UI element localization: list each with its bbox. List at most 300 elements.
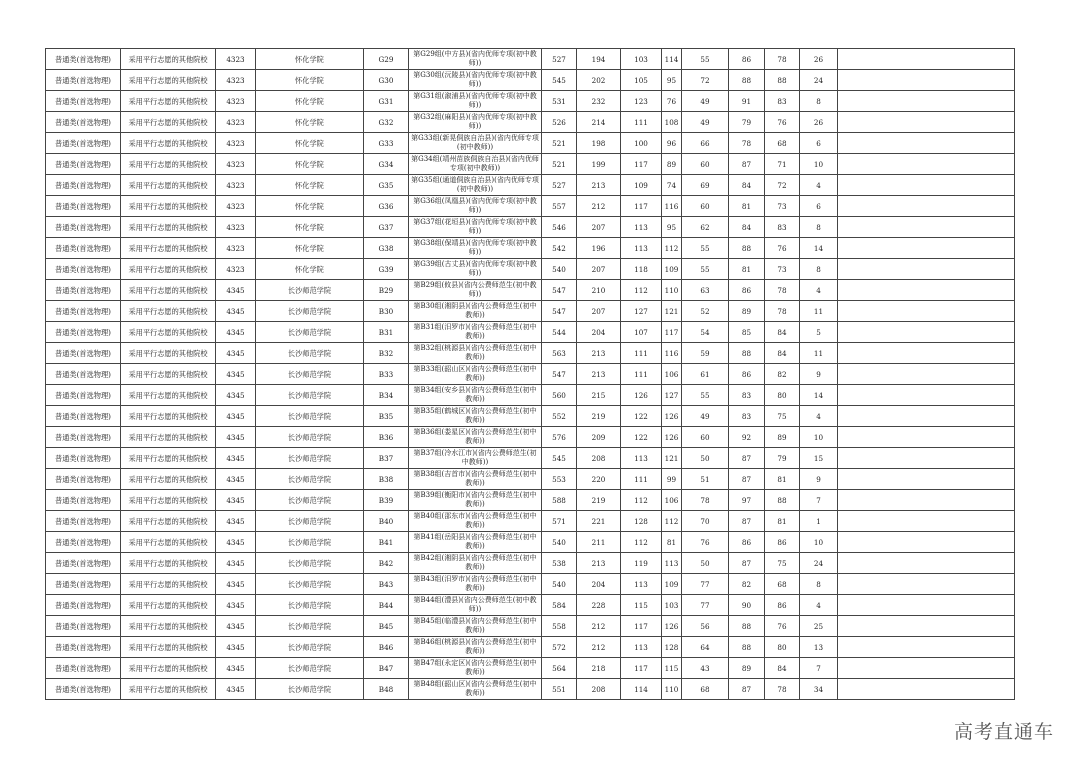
cell-subject-score-4: 66 [682,133,729,154]
cell-batch-type: 采用平行志愿的其他院校 [121,238,216,259]
cell-group-code: B30 [364,301,409,322]
cell-group-code: B44 [364,595,409,616]
cell-subject-score-2: 113 [621,217,662,238]
cell-subject-score-2: 123 [621,91,662,112]
cell-subject-score-6: 79 [765,448,800,469]
cell-group-name: 第B45组(临澧县)(省内公费师范生(初中教师)) [409,616,542,637]
cell-group-code: G30 [364,70,409,91]
cell-subject-score-5: 87 [729,553,765,574]
cell-subject-score-4: 70 [682,511,729,532]
cell-category: 普通类(首选物理) [46,175,121,196]
cell-subject-score-2: 112 [621,280,662,301]
table-row [46,259,1015,280]
cell-extra [838,469,1015,490]
cell-total-score: 547 [542,301,577,322]
cell-group-name: 第B37组(冷水江市)(省内公费师范生(初中教师)) [409,448,542,469]
cell-group-name: 第G37组(花垣县)(省内优师专项(初中教师)) [409,217,542,238]
cell-batch-type: 采用平行志愿的其他院校 [121,322,216,343]
cell-school-code: 4345 [216,301,256,322]
cell-subject-score-1: 210 [577,280,621,301]
cell-group-code: B41 [364,532,409,553]
cell-extra [838,616,1015,637]
cell-school-name: 长沙师范学院 [256,280,364,301]
cell-rank-count: 13 [800,637,838,658]
cell-subject-score-4: 55 [682,49,729,70]
cell-group-name: 第B44组(澧县)(省内公费师范生(初中教师)) [409,595,542,616]
cell-category: 普通类(首选物理) [46,679,121,700]
cell-subject-score-5: 87 [729,511,765,532]
cell-group-code: B46 [364,637,409,658]
cell-school-code: 4323 [216,154,256,175]
cell-group-name: 第B48组(韶山区)(省内公费师范生(初中教师)) [409,679,542,700]
cell-rank-count: 8 [800,217,838,238]
cell-extra [838,196,1015,217]
table-row [46,322,1015,343]
cell-category: 普通类(首选物理) [46,301,121,322]
cell-school-code: 4345 [216,469,256,490]
cell-batch-type: 采用平行志愿的其他院校 [121,91,216,112]
cell-subject-score-1: 218 [577,658,621,679]
cell-group-name: 第G33组(新晃侗族自治县)(省内优师专项(初中教师)) [409,133,542,154]
cell-subject-score-1: 221 [577,511,621,532]
cell-batch-type: 采用平行志愿的其他院校 [121,658,216,679]
cell-subject-score-1: 220 [577,469,621,490]
cell-subject-score-1: 208 [577,448,621,469]
cell-rank-count: 26 [800,112,838,133]
cell-extra [838,679,1015,700]
cell-school-name: 长沙师范学院 [256,385,364,406]
cell-total-score: 571 [542,511,577,532]
cell-rank-count: 5 [800,322,838,343]
cell-batch-type: 采用平行志愿的其他院校 [121,532,216,553]
cell-extra [838,490,1015,511]
cell-category: 普通类(首选物理) [46,343,121,364]
cell-subject-score-6: 78 [765,49,800,70]
cell-group-code: B38 [364,469,409,490]
cell-subject-score-5: 87 [729,679,765,700]
cell-school-code: 4345 [216,343,256,364]
cell-subject-score-4: 63 [682,280,729,301]
table-row [46,679,1015,700]
cell-school-name: 长沙师范学院 [256,574,364,595]
table-row [46,616,1015,637]
table-row [46,91,1015,112]
cell-subject-score-5: 86 [729,364,765,385]
cell-subject-score-3: 106 [662,364,682,385]
cell-batch-type: 采用平行志愿的其他院校 [121,637,216,658]
cell-school-code: 4345 [216,322,256,343]
cell-school-name: 长沙师范学院 [256,616,364,637]
cell-extra [838,259,1015,280]
cell-subject-score-4: 72 [682,70,729,91]
cell-rank-count: 7 [800,490,838,511]
cell-subject-score-2: 114 [621,679,662,700]
cell-group-code: G38 [364,238,409,259]
table-row [46,133,1015,154]
cell-rank-count: 9 [800,364,838,385]
cell-extra [838,385,1015,406]
cell-rank-count: 10 [800,532,838,553]
cell-group-code: B45 [364,616,409,637]
cell-subject-score-6: 76 [765,238,800,259]
cell-subject-score-5: 97 [729,490,765,511]
cell-subject-score-1: 208 [577,679,621,700]
cell-subject-score-2: 103 [621,49,662,70]
cell-subject-score-3: 128 [662,637,682,658]
cell-subject-score-4: 60 [682,196,729,217]
cell-subject-score-2: 107 [621,322,662,343]
cell-group-code: G31 [364,91,409,112]
table-row [46,637,1015,658]
cell-category: 普通类(首选物理) [46,133,121,154]
cell-subject-score-1: 212 [577,616,621,637]
cell-group-name: 第G30组(沅陵县)(省内优师专项(初中教师)) [409,70,542,91]
cell-subject-score-3: 108 [662,112,682,133]
cell-school-name: 长沙师范学院 [256,532,364,553]
cell-subject-score-5: 83 [729,406,765,427]
cell-batch-type: 采用平行志愿的其他院校 [121,133,216,154]
table-row [46,490,1015,511]
cell-group-code: B32 [364,343,409,364]
cell-school-code: 4345 [216,385,256,406]
cell-total-score: 557 [542,196,577,217]
cell-subject-score-5: 81 [729,259,765,280]
cell-subject-score-6: 82 [765,364,800,385]
cell-subject-score-5: 89 [729,658,765,679]
cell-category: 普通类(首选物理) [46,616,121,637]
cell-subject-score-3: 126 [662,427,682,448]
cell-subject-score-2: 111 [621,112,662,133]
cell-school-name: 怀化学院 [256,217,364,238]
cell-group-name: 第B38组(吉首市)(省内公费师范生(初中教师)) [409,469,542,490]
cell-rank-count: 34 [800,679,838,700]
cell-total-score: 521 [542,133,577,154]
cell-group-name: 第B34组(安乡县)(省内公费师范生(初中教师)) [409,385,542,406]
cell-total-score: 547 [542,280,577,301]
cell-subject-score-5: 86 [729,532,765,553]
cell-subject-score-1: 202 [577,70,621,91]
cell-subject-score-1: 212 [577,196,621,217]
cell-category: 普通类(首选物理) [46,259,121,280]
cell-batch-type: 采用平行志愿的其他院校 [121,616,216,637]
cell-subject-score-3: 110 [662,280,682,301]
cell-rank-count: 8 [800,259,838,280]
cell-subject-score-3: 81 [662,532,682,553]
cell-group-name: 第B46组(桃源县)(省内公费师范生(初中教师)) [409,637,542,658]
cell-group-name: 第G32组(麻阳县)(省内优师专项(初中教师)) [409,112,542,133]
cell-school-code: 4323 [216,175,256,196]
cell-batch-type: 采用平行志愿的其他院校 [121,364,216,385]
cell-school-code: 4323 [216,70,256,91]
cell-school-name: 怀化学院 [256,133,364,154]
cell-subject-score-1: 198 [577,133,621,154]
cell-extra [838,595,1015,616]
cell-subject-score-3: 116 [662,343,682,364]
cell-subject-score-1: 213 [577,553,621,574]
cell-rank-count: 10 [800,427,838,448]
cell-batch-type: 采用平行志愿的其他院校 [121,679,216,700]
cell-subject-score-2: 112 [621,532,662,553]
cell-rank-count: 6 [800,133,838,154]
cell-extra [838,427,1015,448]
cell-group-code: G36 [364,196,409,217]
cell-subject-score-1: 212 [577,637,621,658]
cell-subject-score-4: 61 [682,364,729,385]
cell-subject-score-3: 106 [662,490,682,511]
cell-subject-score-5: 84 [729,217,765,238]
table-row [46,406,1015,427]
cell-school-name: 长沙师范学院 [256,595,364,616]
cell-subject-score-6: 89 [765,427,800,448]
cell-group-code: B42 [364,553,409,574]
cell-category: 普通类(首选物理) [46,364,121,385]
cell-category: 普通类(首选物理) [46,322,121,343]
cell-subject-score-4: 54 [682,322,729,343]
cell-group-name: 第G31组(溆浦县)(省内优师专项(初中教师)) [409,91,542,112]
cell-group-name: 第B29组(攸县)(省内公费师范生(初中教师)) [409,280,542,301]
cell-total-score: 540 [542,532,577,553]
cell-total-score: 560 [542,385,577,406]
cell-school-code: 4345 [216,574,256,595]
cell-subject-score-6: 83 [765,217,800,238]
cell-category: 普通类(首选物理) [46,469,121,490]
cell-subject-score-6: 80 [765,385,800,406]
cell-school-name: 长沙师范学院 [256,658,364,679]
cell-subject-score-6: 81 [765,469,800,490]
cell-group-code: B35 [364,406,409,427]
cell-batch-type: 采用平行志愿的其他院校 [121,553,216,574]
cell-subject-score-1: 199 [577,154,621,175]
cell-total-score: 572 [542,637,577,658]
cell-category: 普通类(首选物理) [46,574,121,595]
table-row [46,448,1015,469]
cell-school-code: 4345 [216,406,256,427]
cell-group-name: 第B39组(衡阳市)(省内公费师范生(初中教师)) [409,490,542,511]
cell-subject-score-2: 118 [621,259,662,280]
cell-total-score: 540 [542,574,577,595]
admission-score-table [45,48,1015,700]
cell-subject-score-6: 72 [765,175,800,196]
cell-subject-score-6: 76 [765,616,800,637]
cell-group-name: 第B40组(邵东市)(省内公费师范生(初中教师)) [409,511,542,532]
cell-total-score: 538 [542,553,577,574]
cell-subject-score-6: 88 [765,70,800,91]
cell-total-score: 526 [542,112,577,133]
cell-extra [838,91,1015,112]
cell-subject-score-4: 52 [682,301,729,322]
cell-total-score: 531 [542,91,577,112]
cell-subject-score-2: 117 [621,154,662,175]
cell-extra [838,343,1015,364]
cell-group-code: G35 [364,175,409,196]
cell-extra [838,217,1015,238]
cell-batch-type: 采用平行志愿的其他院校 [121,385,216,406]
cell-subject-score-4: 78 [682,490,729,511]
cell-subject-score-2: 113 [621,238,662,259]
cell-subject-score-5: 88 [729,238,765,259]
cell-subject-score-6: 84 [765,322,800,343]
cell-subject-score-6: 75 [765,553,800,574]
cell-rank-count: 25 [800,616,838,637]
table-row [46,154,1015,175]
cell-batch-type: 采用平行志愿的其他院校 [121,301,216,322]
cell-subject-score-4: 55 [682,238,729,259]
cell-subject-score-3: 99 [662,469,682,490]
cell-subject-score-2: 127 [621,301,662,322]
cell-rank-count: 15 [800,448,838,469]
cell-group-name: 第B32组(桃源县)(省内公费师范生(初中教师)) [409,343,542,364]
cell-subject-score-3: 126 [662,616,682,637]
cell-subject-score-3: 74 [662,175,682,196]
cell-subject-score-2: 126 [621,385,662,406]
cell-category: 普通类(首选物理) [46,490,121,511]
table-row [46,217,1015,238]
cell-total-score: 521 [542,154,577,175]
cell-rank-count: 4 [800,280,838,301]
cell-subject-score-5: 91 [729,91,765,112]
cell-extra [838,658,1015,679]
cell-subject-score-4: 76 [682,532,729,553]
cell-total-score: 553 [542,469,577,490]
cell-rank-count: 8 [800,574,838,595]
cell-category: 普通类(首选物理) [46,196,121,217]
cell-total-score: 544 [542,322,577,343]
cell-group-code: B48 [364,679,409,700]
cell-batch-type: 采用平行志愿的其他院校 [121,406,216,427]
cell-school-code: 4323 [216,196,256,217]
cell-group-code: G29 [364,49,409,70]
cell-subject-score-2: 122 [621,406,662,427]
cell-subject-score-4: 64 [682,637,729,658]
table-row [46,532,1015,553]
cell-total-score: 540 [542,259,577,280]
table-row [46,658,1015,679]
cell-total-score: 563 [542,343,577,364]
cell-batch-type: 采用平行志愿的其他院校 [121,217,216,238]
cell-subject-score-6: 68 [765,574,800,595]
cell-subject-score-1: 219 [577,490,621,511]
cell-subject-score-5: 88 [729,70,765,91]
cell-school-name: 长沙师范学院 [256,343,364,364]
cell-subject-score-5: 88 [729,343,765,364]
cell-total-score: 551 [542,679,577,700]
table-row [46,175,1015,196]
cell-subject-score-1: 219 [577,406,621,427]
cell-subject-score-2: 111 [621,364,662,385]
cell-extra [838,154,1015,175]
cell-subject-score-1: 211 [577,532,621,553]
cell-school-name: 怀化学院 [256,238,364,259]
cell-group-code: B47 [364,658,409,679]
cell-subject-score-2: 113 [621,574,662,595]
cell-school-code: 4345 [216,658,256,679]
cell-subject-score-4: 50 [682,553,729,574]
cell-rank-count: 24 [800,553,838,574]
cell-total-score: 545 [542,448,577,469]
cell-subject-score-4: 55 [682,385,729,406]
cell-subject-score-3: 121 [662,448,682,469]
cell-subject-score-3: 76 [662,91,682,112]
cell-subject-score-4: 49 [682,112,729,133]
cell-total-score: 527 [542,49,577,70]
cell-extra [838,301,1015,322]
cell-rank-count: 26 [800,49,838,70]
cell-subject-score-3: 109 [662,259,682,280]
cell-group-name: 第G29组(中方县)(省内优师专项(初中教师)) [409,49,542,70]
cell-subject-score-1: 232 [577,91,621,112]
cell-group-name: 第G35组(通道侗族自治县)(省内优师专项(初中教师)) [409,175,542,196]
cell-category: 普通类(首选物理) [46,595,121,616]
cell-subject-score-4: 55 [682,259,729,280]
cell-subject-score-4: 68 [682,679,729,700]
cell-subject-score-6: 88 [765,490,800,511]
cell-school-name: 怀化学院 [256,112,364,133]
cell-subject-score-6: 68 [765,133,800,154]
cell-category: 普通类(首选物理) [46,553,121,574]
cell-batch-type: 采用平行志愿的其他院校 [121,595,216,616]
cell-subject-score-6: 73 [765,259,800,280]
table-row [46,301,1015,322]
cell-school-name: 长沙师范学院 [256,637,364,658]
table-row [46,343,1015,364]
cell-subject-score-6: 81 [765,511,800,532]
cell-subject-score-4: 60 [682,154,729,175]
cell-rank-count: 14 [800,385,838,406]
cell-group-name: 第G38组(保靖县)(省内优师专项(初中教师)) [409,238,542,259]
cell-subject-score-5: 90 [729,595,765,616]
cell-batch-type: 采用平行志愿的其他院校 [121,154,216,175]
cell-subject-score-4: 77 [682,574,729,595]
cell-subject-score-5: 85 [729,322,765,343]
table-row [46,427,1015,448]
cell-subject-score-3: 127 [662,385,682,406]
cell-extra [838,70,1015,91]
cell-subject-score-1: 213 [577,343,621,364]
cell-school-name: 怀化学院 [256,49,364,70]
cell-rank-count: 1 [800,511,838,532]
cell-subject-score-2: 117 [621,616,662,637]
cell-batch-type: 采用平行志愿的其他院校 [121,427,216,448]
cell-rank-count: 24 [800,70,838,91]
cell-group-name: 第G34组(靖州苗族侗族自治县)(省内优师专项(初中教师)) [409,154,542,175]
cell-extra [838,511,1015,532]
cell-subject-score-4: 60 [682,427,729,448]
cell-group-name: 第B36组(娄星区)(省内公费师范生(初中教师)) [409,427,542,448]
cell-subject-score-4: 43 [682,658,729,679]
table-row [46,364,1015,385]
cell-school-name: 长沙师范学院 [256,490,364,511]
cell-subject-score-1: 213 [577,175,621,196]
cell-group-name: 第B43组(汨罗市)(省内公费师范生(初中教师)) [409,574,542,595]
cell-school-code: 4345 [216,364,256,385]
cell-subject-score-5: 78 [729,133,765,154]
cell-group-code: B43 [364,574,409,595]
cell-school-code: 4345 [216,616,256,637]
cell-subject-score-2: 128 [621,511,662,532]
cell-school-code: 4345 [216,427,256,448]
cell-subject-score-2: 109 [621,175,662,196]
cell-total-score: 564 [542,658,577,679]
cell-subject-score-5: 81 [729,196,765,217]
cell-rank-count: 4 [800,406,838,427]
cell-category: 普通类(首选物理) [46,112,121,133]
cell-subject-score-2: 112 [621,490,662,511]
cell-subject-score-2: 111 [621,343,662,364]
cell-batch-type: 采用平行志愿的其他院校 [121,112,216,133]
table-row [46,385,1015,406]
cell-school-name: 长沙师范学院 [256,553,364,574]
cell-subject-score-3: 96 [662,133,682,154]
